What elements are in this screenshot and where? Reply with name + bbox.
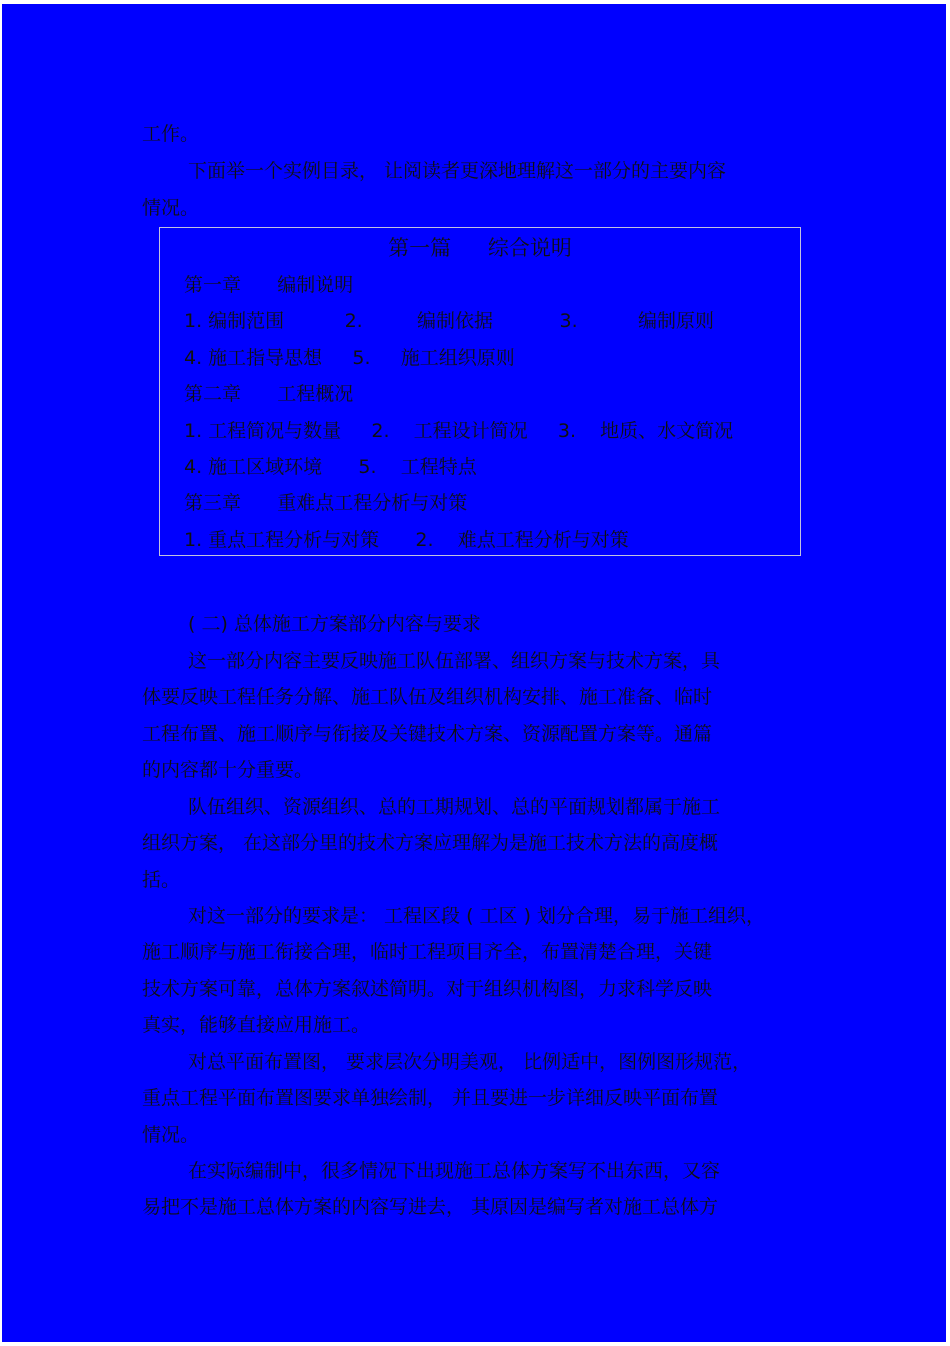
sample-toc-box xyxy=(159,227,801,556)
intro-line-1: 工作。 xyxy=(142,123,200,145)
paragraph-line: 队伍组织、资源组织、总的工期规划、总的平面规划都属于施工 xyxy=(188,796,721,818)
intro-line-3: 情况。 xyxy=(142,197,200,219)
paragraph-line: 技术方案可靠，总体方案叙述简明。对于组织机构图，力求科学反映 xyxy=(142,978,713,1000)
toc-line: 1. 工程简况与数量 2. 工程设计简况 3. 地质、水文简况 xyxy=(184,420,734,442)
paragraph-line: 的内容都十分重要。 xyxy=(142,759,314,781)
paragraph-line: 这一部分内容主要反映施工队伍部署、组织方案与技术方案，具 xyxy=(188,650,721,672)
paragraph-line: 真实，能够直接应用施工。 xyxy=(142,1014,371,1036)
intro-line-2: 下面举一个实例目录， 让阅读者更深地理解这一部分的主要内容 xyxy=(188,160,727,182)
toc-line: 4. 施工区域环境 5. 工程特点 xyxy=(184,456,477,478)
toc-chapter-1: 第一章 编制说明 xyxy=(184,274,354,296)
toc-chapter-2: 第二章 工程概况 xyxy=(184,383,354,405)
paragraph-line: 组织方案， 在这部分里的技术方案应理解为是施工技术方法的高度概 xyxy=(142,832,719,854)
paragraph-line: 体要反映工程任务分解、施工队伍及组织机构安排、施工准备、临时 xyxy=(142,686,713,708)
paragraph-line: 对这一部分的要求是： 工程区段 ( 工区 ) 划分合理，易于施工组织， xyxy=(188,905,766,927)
toc-line: 1. 重点工程分析与对策 2. 难点工程分析与对策 xyxy=(184,529,629,551)
paragraph-line: 括。 xyxy=(142,869,181,891)
paragraph-line: 对总平面布置图， 要求层次分明美观， 比例适中，图例图形规范， xyxy=(188,1051,752,1073)
paragraph-line: 重点工程平面布置图要求单独绘制， 并且要进一步详细反映平面布置 xyxy=(142,1087,719,1109)
toc-title: 第一篇 综合说明 xyxy=(388,236,572,260)
toc-line: 4. 施工指导思想 5. 施工组织原则 xyxy=(184,347,515,369)
toc-line: 1. 编制范围 2. 编制依据 3. 编制原则 xyxy=(184,310,715,332)
document-page xyxy=(2,4,946,1342)
section-heading: ( 二) 总体施工方案部分内容与要求 xyxy=(188,613,481,635)
paragraph-line: 在实际编制中，很多情况下出现施工总体方案写不出东西，又容 xyxy=(188,1160,721,1182)
paragraph-line: 施工顺序与施工衔接合理，临时工程项目齐全，布置清楚合理，关键 xyxy=(142,941,713,963)
toc-chapter-3: 第三章 重难点工程分析与对策 xyxy=(184,492,468,514)
paragraph-line: 情况。 xyxy=(142,1124,200,1146)
paragraph-line: 易把不是施工总体方案的内容写进去， 其原因是编写者对施工总体方 xyxy=(142,1196,719,1218)
paragraph-line: 工程布置、施工顺序与衔接及关键技术方案、资源配置方案等。通篇 xyxy=(142,723,713,745)
